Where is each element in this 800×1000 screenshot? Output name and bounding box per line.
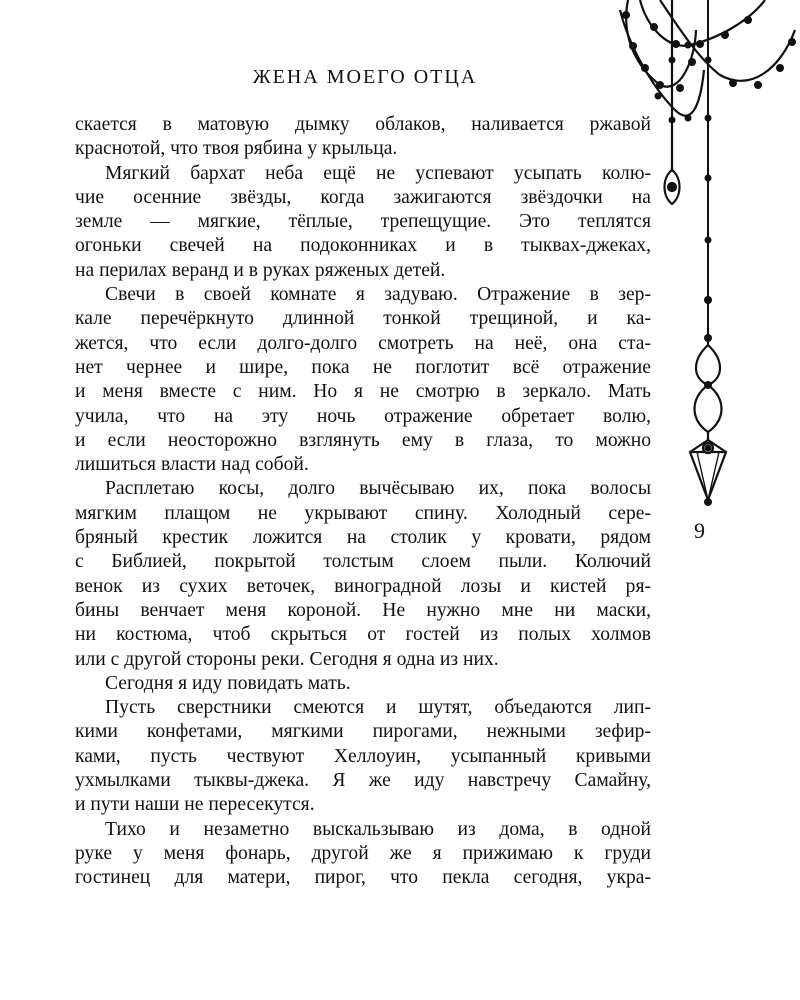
text-line: учила, что на эту ночь отражение обретает волю, bbox=[75, 405, 651, 427]
text-line: лишиться власти над собой. bbox=[75, 454, 309, 476]
text-line: нет чернее и шире, пока не поглотит всё отражение bbox=[75, 356, 651, 378]
eight-loop-icon bbox=[695, 385, 722, 432]
text-line: с Библией, покрытой толстым слоем пыли. Колючий bbox=[75, 551, 651, 573]
text-line: скается в матовую дымку облаков, наливается ржавой bbox=[75, 114, 651, 135]
text-line: ухмылками тыквы-джека. Я же иду навстречу Самайну, bbox=[75, 770, 651, 792]
text-line: огоньки свечей на подоконниках и в тыквах-джеках, bbox=[75, 235, 651, 257]
text-line: и пути наши не пересекутся. bbox=[75, 794, 315, 816]
text-line: жется, что если долго-долго смотреть на неё, она ста- bbox=[75, 332, 651, 354]
text-line: на перилах веранд и в руках ряженых детей. bbox=[75, 259, 446, 281]
body-text bbox=[75, 113, 651, 891]
text-line: ками, пусть чествуют Хеллоуин, усыпанный кривыми bbox=[75, 745, 651, 767]
pendant-ornament bbox=[600, 0, 800, 520]
text-line: краснотой, что твоя рябина у крыльца. bbox=[75, 138, 398, 160]
text-line: мягким плащом не укрывают спину. Холодный сере- bbox=[75, 502, 651, 524]
eight-loop-icon bbox=[696, 345, 720, 385]
text-line: или с другой стороны реки. Сегодня я одна из них. bbox=[75, 648, 499, 670]
text-line: Расплетаю косы, долго вычёсываю их, пока волосы bbox=[105, 478, 651, 500]
text-line: Пусть сверстники смеются и шутят, объедаются лип- bbox=[105, 697, 651, 719]
text-line: кале перечёркнуто длинной тонкой трещиной, и ка- bbox=[75, 308, 651, 330]
text-line: руке у меня фонарь, другой же я прижимаю к груди bbox=[75, 842, 651, 864]
page-number: 9 bbox=[694, 518, 705, 543]
text-line: земле — мягкие, тёплые, трепещущие. Это теплятся bbox=[75, 211, 651, 233]
text-line: гостинец для матери, пирог, что пекла сегодня, укра- bbox=[75, 867, 651, 889]
text-line: кими конфетами, мягкими пирогами, нежными зефир- bbox=[75, 721, 651, 743]
text-line: и если неосторожно взглянуть ему в глаза, то можно bbox=[75, 429, 651, 451]
text-line: и меня вместе с ним. Но я не смотрю в зеркало. Мать bbox=[75, 381, 651, 403]
text-line: чие осенние звёзды, когда зажигаются звёздочки на bbox=[75, 186, 651, 208]
text-line: ни костюма, чтоб скрыться от гостей из полых холмов bbox=[75, 624, 651, 646]
text-line: Свечи в своей комнате я задуваю. Отражение в зер- bbox=[105, 284, 651, 306]
garland-chain-icon bbox=[660, 0, 795, 81]
text-line: бины венчает меня короной. Не нужно мне ни маски, bbox=[75, 599, 651, 621]
text-line: Тихо и незаметно выскальзываю из дома, в одной bbox=[105, 818, 651, 840]
running-head: ЖЕНА МОЕГО ОТЦА bbox=[252, 66, 478, 88]
text-line: Сегодня я иду повидать мать. bbox=[105, 672, 351, 694]
text-line: венок из сухих веточек, виноградной лозы и кистей ря- bbox=[75, 575, 651, 597]
text-line: Мягкий бархат неба ещё не успевают усыпать колю- bbox=[105, 162, 651, 184]
text-line: бряный крестик ложится на столик у кровати, рядом bbox=[75, 527, 651, 549]
